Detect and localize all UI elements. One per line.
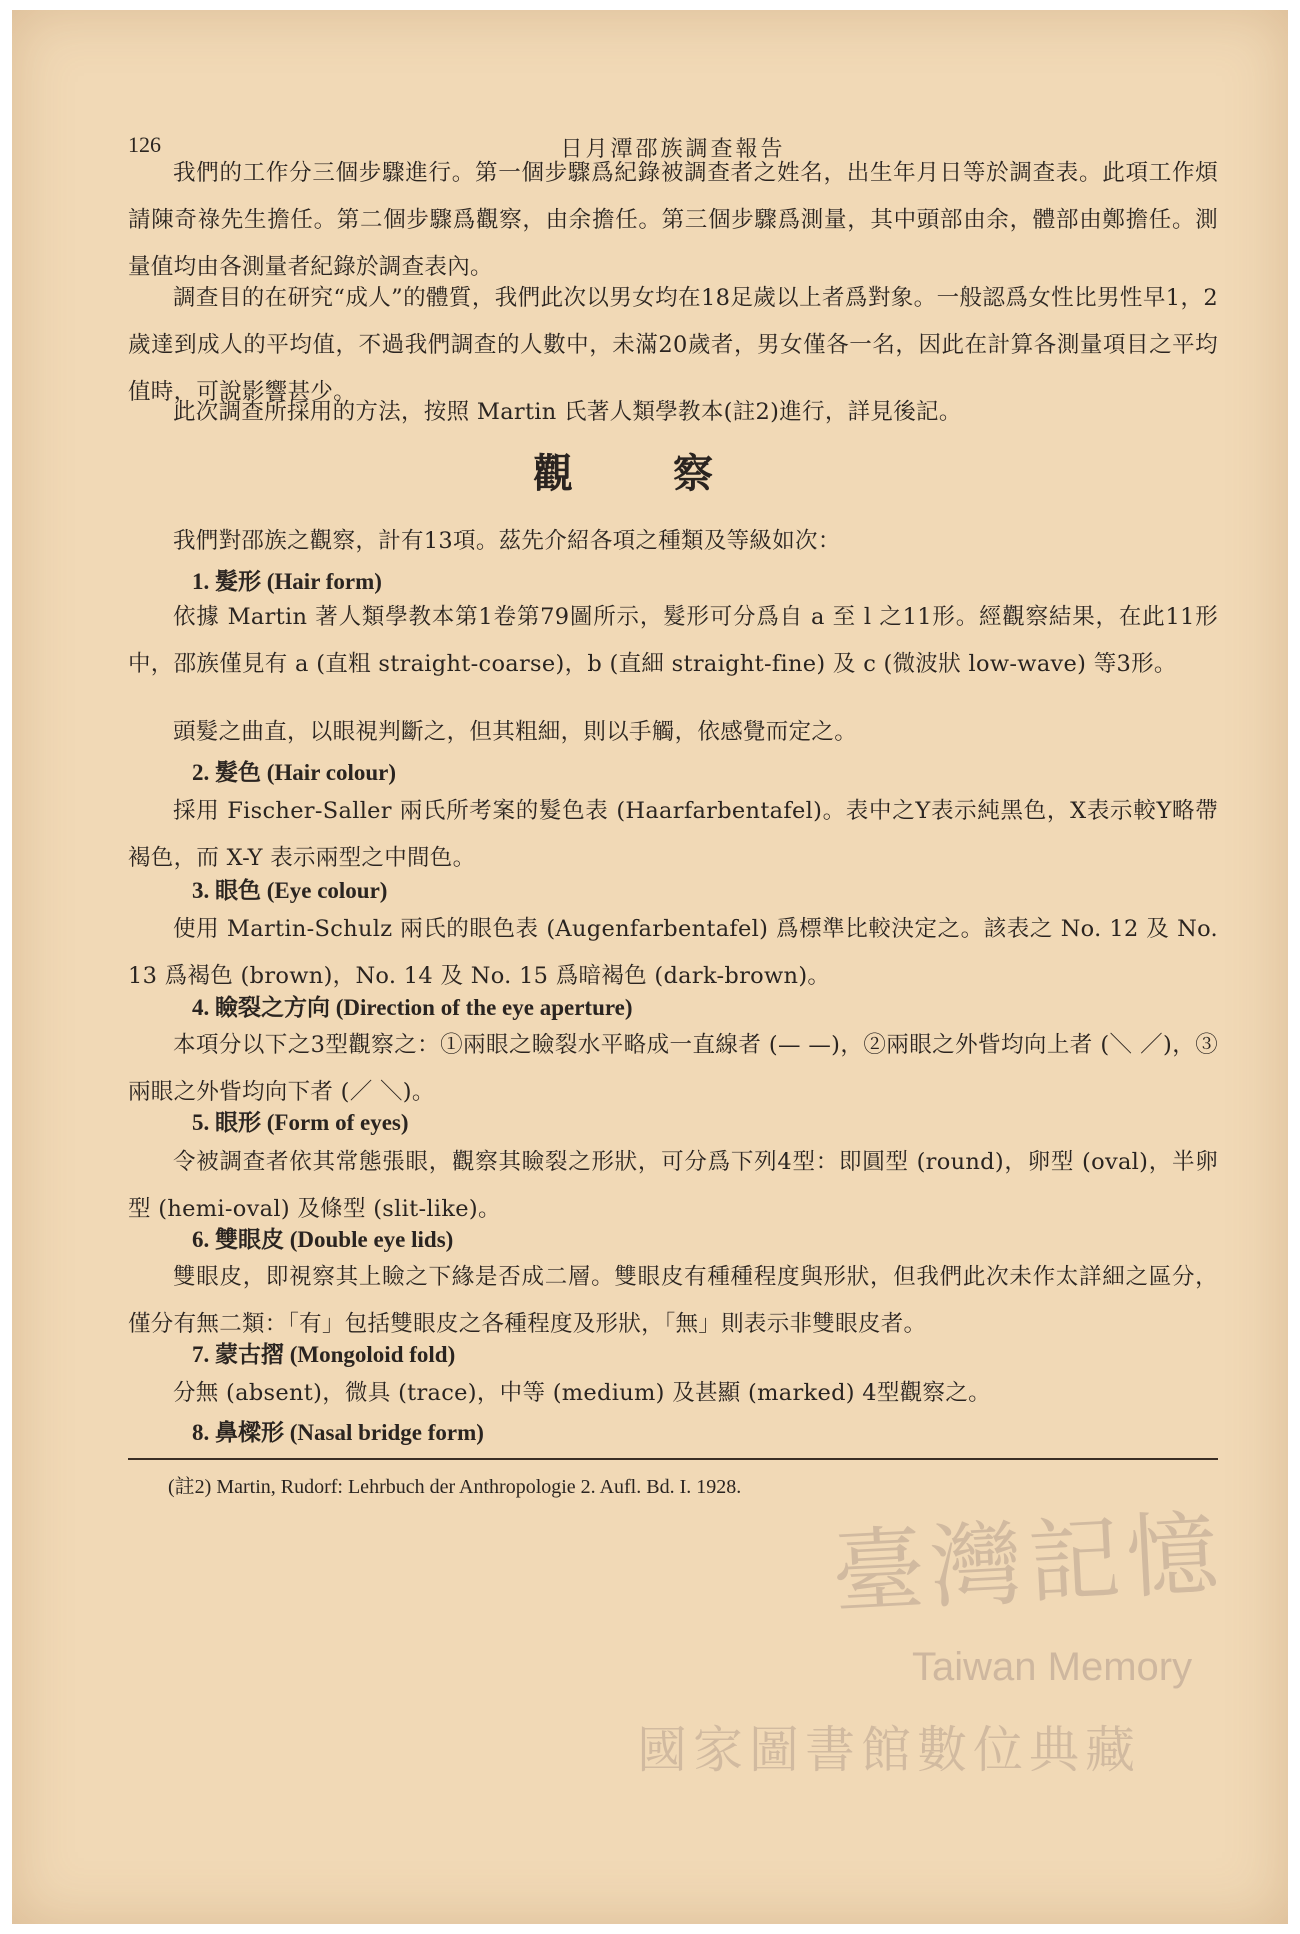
page-number: 126 [128, 132, 161, 157]
watermark-library: 國家圖書館數位典藏 [637, 1721, 1141, 1779]
item-heading: 5. 眼形 (Form of eyes) [192, 1110, 409, 1135]
intro-paragraph-1: 我們的工作分三個步驟進行。第一個步驟爲紀錄被調查者之姓名，出生年月日等於調查表。此項工作煩請陳奇祿先生擔任。第二個步驟爲觀察，由余擔任。第三個步驟爲測量，其中頭部由余，體部由鄭擔任。測量值均由各測量者紀錄於調查表內。 [128, 160, 1218, 280]
item-text: 本項分以下之3型觀察之：①兩眼之瞼裂水平略成一直線者 (— —)，②兩眼之外眥均向上者 (＼ ／)，③兩眼之外眥均向下者 (／ ＼)。 [128, 1032, 1218, 1105]
item-text: 分無 (absent)，微具 (trace)，中等 (medium) 及甚顯 (marked) 4型觀察之。 [173, 1380, 991, 1406]
item-text: 採用 Fischer-Saller 兩氏所考案的髮色表 (Haarfarbentafel)。表中之Y表示純黑色，X表示較Y略帶褐色，而 X-Y 表示兩型之中間色。 [128, 798, 1218, 871]
intro-paragraph-3: 此次調查所採用的方法，按照 Martin 氏著人類學教本(註2)進行，詳見後記。 [173, 399, 962, 425]
item-heading: 2. 髮色 (Hair colour) [192, 760, 396, 785]
item-text: 頭髮之曲直，以眼視判斷之，但其粗細，則以手觸，依感覺而定之。 [173, 719, 858, 745]
watermark-logo-text: 臺灣記憶 [829, 1499, 1227, 1628]
section-title: 觀察 [533, 450, 813, 497]
item-text: 使用 Martin-Schulz 兩氏的眼色表 (Augenfarbentafel) 爲標準比較決定之。該表之 No. 12 及 No. 13 爲褐色 (brown)，No. 14 及 No. 15 爲暗褐色 (dark-brown)。 [128, 916, 1218, 989]
running-title: 日月潭邵族調查報告 [560, 137, 786, 162]
item-text: 依據 Martin 著人類學教本第1卷第79圖所示，髮形可分爲自 a 至 l 之11形。經觀察結果，在此11形中，邵族僅見有 a (直粗 straight-coarse)，b (直細 straight-fine) 及 c (微波狀 low-wave) 等3形。 [128, 604, 1218, 677]
section-intro: 我們對邵族之觀察，計有13項。茲先介紹各項之種類及等級如次： [173, 528, 841, 554]
item-heading: 3. 眼色 (Eye colour) [192, 878, 388, 903]
footnote: (註2) Martin, Rudorf: Lehrbuch der Anthropologie 2. Aufl. Bd. I. 1928. [168, 1476, 742, 1498]
footnote-divider [128, 1458, 1218, 1460]
item-heading: 6. 雙眼皮 (Double eye lids) [192, 1227, 454, 1252]
intro-paragraph-2: 調查目的在研究“成人”的體質，我們此次以男女均在18足歲以上者爲對象。一般認爲女性比男性早1，2歲達到成人的平均值，不過我們調查的人數中，未滿20歲者，男女僅各一名，因此在計算各測量項目之平均值時，可說影響甚少。 [128, 285, 1218, 405]
item-heading: 1. 髮形 (Hair form) [192, 569, 382, 594]
item-heading: 4. 瞼裂之方向 (Direction of the eye aperture) [192, 995, 633, 1020]
watermark-english: Taiwan Memory [912, 1645, 1193, 1689]
item-text: 令被調查者依其常態張眼，觀察其瞼裂之形狀，可分爲下列4型：即圓型 (round)，卵型 (oval)，半卵型 (hemi-oval) 及條型 (slit-like)。 [128, 1149, 1218, 1222]
item-heading: 8. 鼻樑形 (Nasal bridge form) [192, 1420, 484, 1445]
item-text: 雙眼皮，即視察其上瞼之下緣是否成二層。雙眼皮有種種程度與形狀，但我們此次未作太詳細之區分，僅分有無二類：「有」包括雙眼皮之各種程度及形狀，「無」則表示非雙眼皮者。 [128, 1264, 1218, 1337]
scanned-page [12, 10, 1288, 1924]
item-heading: 7. 蒙古摺 (Mongoloid fold) [192, 1342, 456, 1367]
